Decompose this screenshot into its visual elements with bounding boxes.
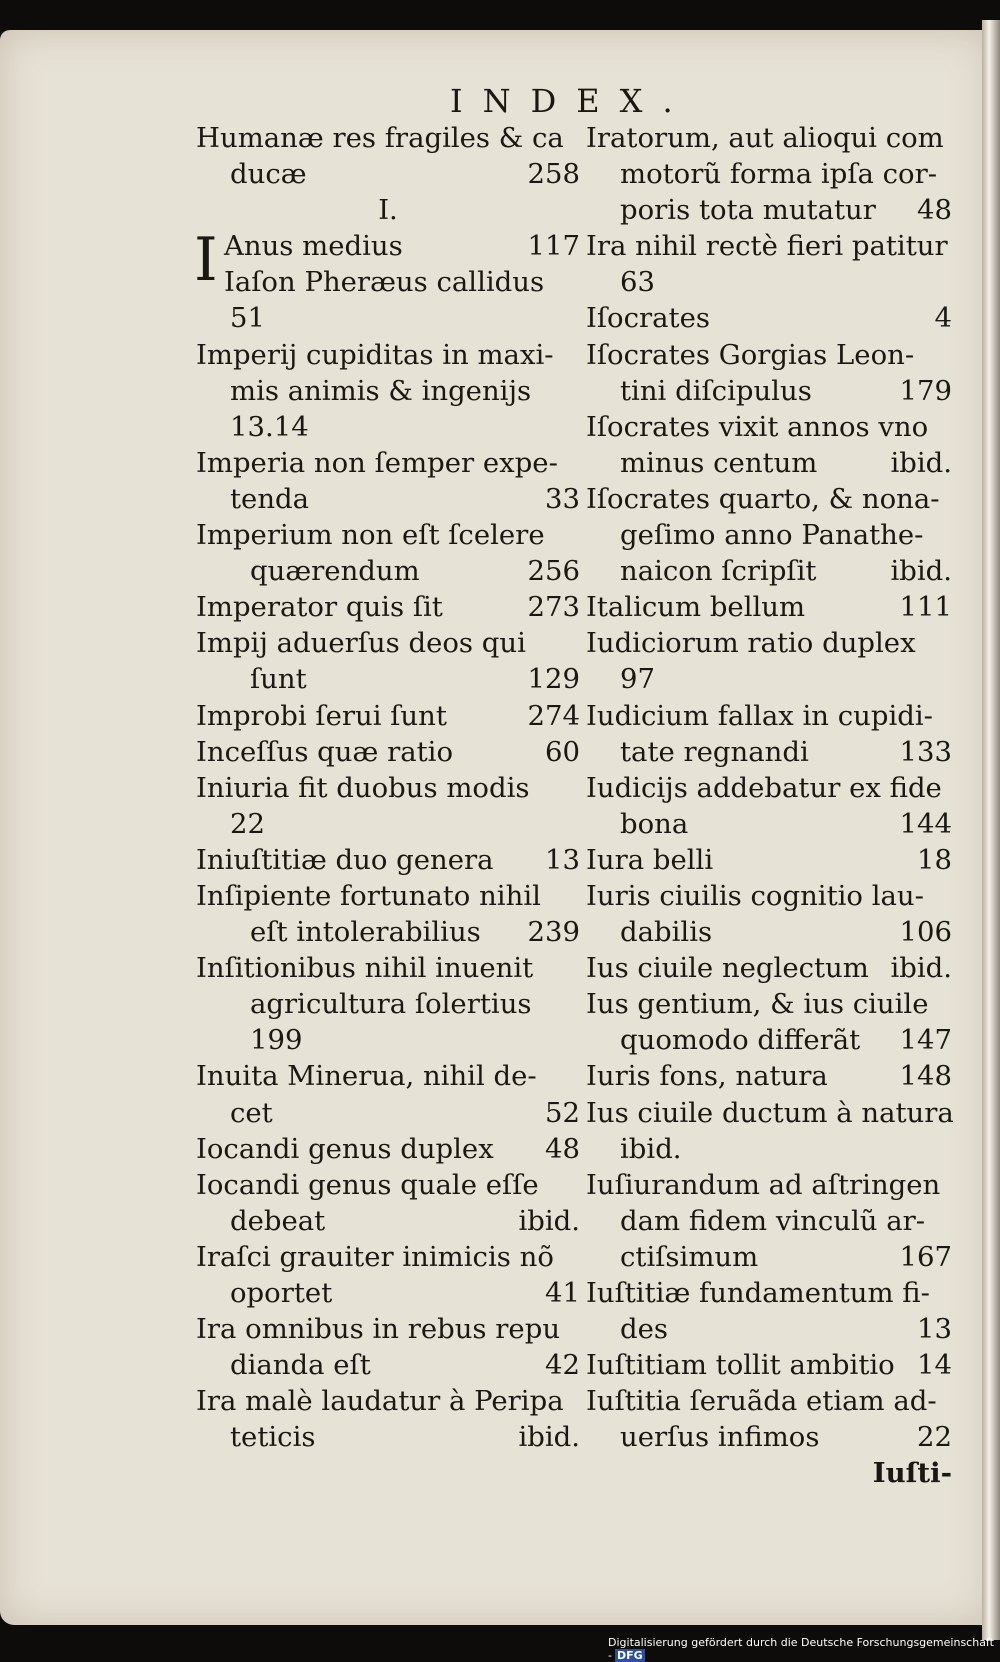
index-entry-line bbox=[586, 698, 952, 734]
page-header: INDEX. bbox=[450, 82, 693, 120]
entry-text: Iſocrates vixit annos vno bbox=[586, 410, 929, 443]
entry-text: Impij aduerſus deos qui bbox=[196, 627, 526, 660]
index-entry-line bbox=[196, 1203, 580, 1239]
entry-text: minus centum bbox=[620, 446, 818, 479]
page-number: 48 bbox=[545, 1132, 580, 1165]
drop-cap: I bbox=[194, 225, 218, 296]
entry-text: Iſocrates bbox=[586, 302, 710, 335]
entry-text: Iniuſtitiæ duo genera bbox=[196, 843, 494, 876]
page-number: 48 bbox=[917, 194, 952, 227]
index-entry-line bbox=[586, 409, 952, 445]
page-number: 106 bbox=[899, 916, 952, 949]
index-entry-line bbox=[196, 698, 580, 734]
index-entry-line bbox=[586, 120, 952, 156]
entry-text: Iuris ciuilis cognitio lau- bbox=[586, 879, 924, 912]
page-number: ibid. bbox=[890, 446, 952, 479]
entry-text: quærendum bbox=[250, 555, 420, 588]
index-column-left bbox=[196, 120, 580, 1455]
index-entry-line bbox=[586, 734, 952, 770]
page-number: 22 bbox=[917, 1421, 952, 1454]
page-number: 133 bbox=[899, 735, 952, 768]
page-number: 129 bbox=[527, 663, 580, 696]
index-entry-line bbox=[196, 842, 580, 878]
index-entry-line bbox=[196, 625, 580, 661]
index-entry-line bbox=[196, 1347, 580, 1383]
index-entry-line bbox=[586, 337, 952, 373]
index-entry-line bbox=[196, 192, 580, 228]
entry-text: 22 bbox=[230, 807, 265, 840]
index-entry-line bbox=[586, 300, 952, 336]
index-entry-line bbox=[586, 806, 952, 842]
entry-text: ſunt bbox=[250, 663, 307, 696]
index-entry-line bbox=[196, 1311, 580, 1347]
entry-text: Humanæ res fragiles & ca bbox=[196, 122, 564, 154]
index-entry-line bbox=[586, 1347, 952, 1383]
index-entry-line bbox=[196, 1275, 580, 1311]
page-number: 60 bbox=[545, 735, 580, 768]
entry-text: Iratorum, aut alioqui com bbox=[586, 122, 944, 154]
index-entry-line bbox=[196, 445, 580, 481]
index-entry-line bbox=[196, 950, 580, 986]
index-entry-line bbox=[586, 842, 952, 878]
page-number: 33 bbox=[545, 482, 580, 515]
entry-text: Ius ciuile neglectum bbox=[586, 952, 869, 985]
entry-text: 13.14 bbox=[230, 410, 309, 443]
entry-text: ducæ bbox=[230, 158, 307, 191]
entry-text: Iſocrates Gorgias Leon- bbox=[586, 338, 915, 371]
entry-text: Iuſiurandum ad aſtringen bbox=[586, 1168, 941, 1201]
index-entry-line bbox=[586, 1311, 952, 1347]
entry-text: des bbox=[620, 1313, 668, 1346]
index-entry-line bbox=[586, 1131, 952, 1167]
index-entry-line bbox=[586, 228, 952, 264]
footer-credit bbox=[608, 1636, 1000, 1662]
entry-text: dam fidem vinculũ ar- bbox=[620, 1204, 926, 1237]
entry-text: Imperia non ſemper expe- bbox=[196, 446, 558, 479]
entry-text: Iraſci grauiter inimicis nõ bbox=[196, 1240, 554, 1273]
page-number: 117 bbox=[527, 230, 580, 263]
page-number: 179 bbox=[899, 374, 952, 407]
entry-text: 199 bbox=[250, 1024, 303, 1057]
index-entry-line bbox=[586, 1095, 952, 1131]
index-entry-line bbox=[196, 734, 580, 770]
index-entry-line bbox=[586, 1167, 952, 1203]
entry-text: ibid. bbox=[620, 1132, 682, 1165]
entry-text: bona bbox=[620, 807, 689, 840]
entry-text: Iudicijs addebatur ex fide bbox=[586, 771, 942, 804]
entry-text: quomodo differãt bbox=[620, 1024, 861, 1057]
entry-text: Italicum bellum bbox=[586, 591, 806, 624]
index-entry-line bbox=[586, 1022, 952, 1058]
index-entry-line bbox=[196, 1239, 580, 1275]
entry-text: naicon ſcripſit bbox=[620, 555, 817, 588]
index-entry-line bbox=[196, 1131, 580, 1167]
page-number: ibid. bbox=[518, 1204, 580, 1237]
page-number: 13 bbox=[917, 1313, 952, 1346]
entry-text: Iudiciorum ratio duplex bbox=[586, 627, 916, 660]
entry-text: Iniuria fit duobus modis bbox=[196, 771, 530, 804]
entry-text: 51 bbox=[230, 302, 265, 335]
index-entry-line bbox=[586, 950, 952, 986]
entry-text: teticis bbox=[230, 1421, 316, 1454]
entry-text: mis animis & ingenijs bbox=[230, 374, 532, 407]
index-entry-line bbox=[586, 553, 952, 589]
index-entry-line bbox=[586, 625, 952, 661]
entry-text: Inſitionibus nihil inuenit bbox=[196, 952, 534, 985]
entry-text: Iocandi genus quale eſſe bbox=[196, 1168, 539, 1201]
entry-text: Iura belli bbox=[586, 843, 714, 876]
index-entry-line bbox=[196, 806, 580, 842]
index-entry-line bbox=[586, 192, 952, 228]
footer-text: Digitalisierung gefördert durch die Deutsche Forschungsgemeinschaft - bbox=[608, 1636, 994, 1662]
entry-text: Inceſſus quæ ratio bbox=[196, 735, 454, 768]
index-entry-line bbox=[196, 553, 580, 589]
page-number: 147 bbox=[899, 1024, 952, 1057]
index-entry-line bbox=[196, 517, 580, 553]
index-entry-line bbox=[196, 1383, 580, 1419]
index-entry-line bbox=[196, 373, 580, 409]
entry-text: tini diſcipulus bbox=[620, 374, 812, 407]
entry-text: uerſus infimos bbox=[620, 1421, 820, 1454]
index-entry-line bbox=[586, 589, 952, 625]
index-entry-line bbox=[196, 409, 580, 445]
entry-text: tate regnandi bbox=[620, 735, 809, 768]
entry-text: Iuſtitia ſeruãda etiam ad- bbox=[586, 1385, 937, 1418]
index-entry-line bbox=[586, 373, 952, 409]
entry-text: 97 bbox=[620, 663, 655, 696]
page-number: 4 bbox=[934, 302, 952, 335]
index-entry-line bbox=[196, 1419, 580, 1455]
page-number: 274 bbox=[527, 699, 580, 732]
index-entry-line bbox=[586, 914, 952, 950]
index-entry-line bbox=[196, 661, 580, 697]
index-entry-line bbox=[586, 445, 952, 481]
index-entry-line bbox=[586, 481, 952, 517]
index-entry-line bbox=[586, 264, 952, 300]
page-number: 52 bbox=[545, 1096, 580, 1129]
index-entry-line bbox=[586, 1203, 952, 1239]
entry-text: Improbi ſerui ſunt bbox=[196, 699, 447, 732]
index-entry-line bbox=[586, 1239, 952, 1275]
entry-text: geſimo anno Panathe- bbox=[620, 519, 924, 552]
index-entry-line bbox=[196, 986, 580, 1022]
entry-text: I. bbox=[378, 194, 398, 227]
dfg-logo: DFG bbox=[616, 1649, 643, 1662]
entry-text: cet bbox=[230, 1096, 273, 1129]
catchword bbox=[586, 1455, 952, 1491]
index-entry-line bbox=[196, 1167, 580, 1203]
page-number: 13 bbox=[545, 843, 580, 876]
page-number: 148 bbox=[899, 1060, 952, 1093]
page-edge bbox=[982, 20, 1000, 1640]
entry-text: agricultura ſolertius bbox=[250, 988, 532, 1021]
page-number: 239 bbox=[527, 916, 580, 949]
index-entry-line bbox=[196, 589, 580, 625]
page-number: 256 bbox=[527, 555, 580, 588]
entry-text: Iſocrates quarto, & nona- bbox=[586, 482, 940, 515]
index-entry-line bbox=[586, 1419, 952, 1455]
entry-text: Ira omnibus in rebus repu bbox=[196, 1313, 561, 1346]
entry-text: ctiſsimum bbox=[620, 1240, 759, 1273]
page-number: 144 bbox=[899, 807, 952, 840]
index-entry-line bbox=[196, 1058, 580, 1094]
index-entry-line bbox=[196, 337, 580, 373]
index-entry-line bbox=[586, 1058, 952, 1094]
index-entry-line bbox=[196, 1022, 580, 1058]
page-number: 18 bbox=[917, 843, 952, 876]
entry-text: Iuſtitiæ fundamentum fi- bbox=[586, 1277, 930, 1309]
page-number: 111 bbox=[899, 591, 952, 624]
entry-text: Iocandi genus duplex bbox=[196, 1132, 494, 1165]
index-entry-line bbox=[586, 517, 952, 553]
entry-text: Ius ciuile ductum à natura bbox=[586, 1096, 954, 1129]
entry-text: 63 bbox=[620, 266, 655, 299]
entry-text: motorũ forma ipſa cor- bbox=[620, 158, 938, 191]
entry-text: oportet bbox=[230, 1277, 333, 1309]
entry-text: Inſipiente fortunato nihil bbox=[196, 879, 541, 912]
entry-text: Ira malè laudatur à Peripa bbox=[196, 1385, 564, 1418]
entry-text: Imperij cupiditas in maxi- bbox=[196, 338, 554, 371]
index-entry-line bbox=[586, 770, 952, 806]
entry-text: Imperium non eſt ſcelere bbox=[196, 519, 545, 552]
entry-text: dabilis bbox=[620, 916, 713, 949]
entry-text: tenda bbox=[230, 482, 310, 515]
index-entry-line bbox=[196, 770, 580, 806]
page-number: ibid. bbox=[518, 1421, 580, 1454]
entry-text: eſt intolerabilius bbox=[250, 916, 481, 949]
index-entry-line bbox=[586, 1275, 952, 1311]
index-entry-line bbox=[586, 156, 952, 192]
index-entry-line bbox=[586, 986, 952, 1022]
index-entry-line bbox=[586, 1383, 952, 1419]
entry-text: Iaſon Pheræus callidus bbox=[224, 266, 545, 299]
index-entry-line bbox=[196, 878, 580, 914]
entry-text: Iuris fons, natura bbox=[586, 1060, 828, 1093]
entry-text: Iudicium fallax in cupidi- bbox=[586, 699, 933, 732]
index-entry-line bbox=[196, 120, 580, 156]
index-entry-line bbox=[196, 156, 580, 192]
page-number: 41 bbox=[545, 1277, 580, 1309]
entry-text: dianda eſt bbox=[230, 1349, 371, 1382]
index-entry-line bbox=[196, 264, 580, 300]
index-entry-line bbox=[196, 1095, 580, 1131]
index-entry-line bbox=[196, 300, 580, 336]
page-number: 167 bbox=[899, 1240, 952, 1273]
page-number: 42 bbox=[545, 1349, 580, 1382]
entry-text: Ius gentium, & ius ciuile bbox=[586, 988, 929, 1021]
entry-text: debeat bbox=[230, 1204, 326, 1237]
entry-text: Anus medius bbox=[224, 230, 403, 263]
index-entry-line bbox=[586, 878, 952, 914]
entry-text: Iuſti- bbox=[872, 1457, 952, 1490]
index-entry-line bbox=[586, 661, 952, 697]
page-number: 273 bbox=[527, 591, 580, 624]
entry-text: Iuſtitiam tollit ambitio bbox=[586, 1349, 895, 1382]
entry-text: Imperator quis ſit bbox=[196, 591, 443, 624]
entry-text: Ira nihil rectè fieri patitur bbox=[586, 230, 948, 263]
page-number: 258 bbox=[527, 158, 580, 191]
page-number: 14 bbox=[917, 1349, 952, 1382]
page-number: ibid. bbox=[890, 555, 952, 588]
index-entry-line bbox=[196, 481, 580, 517]
entry-text: Inuita Minerua, nihil de- bbox=[196, 1060, 537, 1093]
entry-text: poris tota mutatur bbox=[620, 194, 876, 227]
page-number: ibid. bbox=[890, 952, 952, 985]
index-column-right bbox=[586, 120, 952, 1492]
index-entry-line bbox=[196, 914, 580, 950]
